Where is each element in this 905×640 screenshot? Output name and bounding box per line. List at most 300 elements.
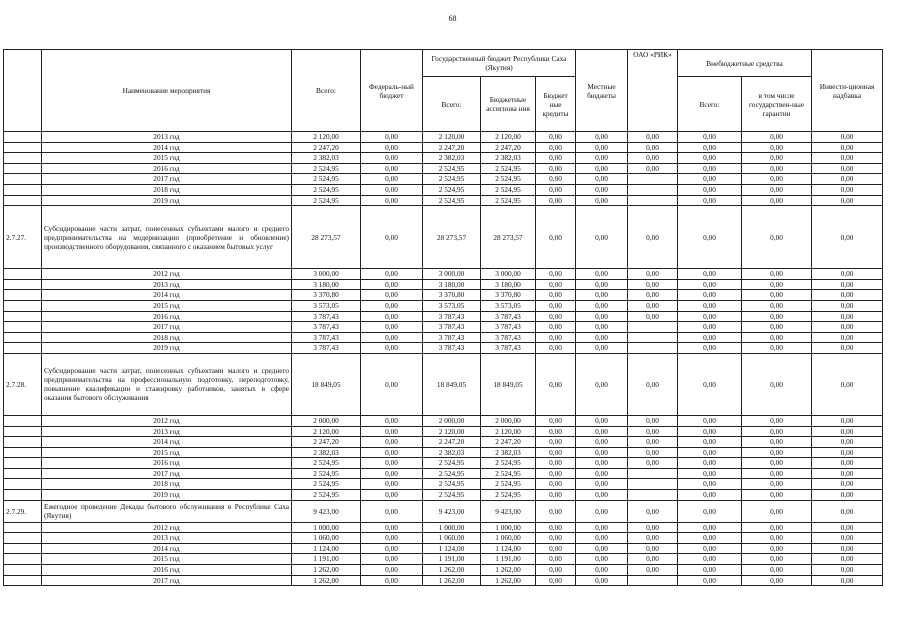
row-value: 0,00 bbox=[678, 311, 742, 322]
row-value: 0,00 bbox=[812, 415, 883, 426]
row-value: 0,00 bbox=[812, 290, 883, 301]
row-value: 2 524,95 bbox=[423, 479, 481, 490]
row-value: 0,00 bbox=[628, 279, 678, 290]
header-federal: Федераль-ный бюджет bbox=[361, 50, 423, 132]
row-value: 0,00 bbox=[361, 174, 423, 185]
row-value: 0,00 bbox=[678, 132, 742, 143]
table-row-year bbox=[4, 490, 883, 501]
row-value: 0,00 bbox=[536, 554, 576, 565]
row-value: 0,00 bbox=[361, 353, 423, 415]
row-value: 9 423,00 bbox=[481, 500, 536, 522]
row-value: 1 262,00 bbox=[292, 565, 361, 576]
row-value: 0,00 bbox=[536, 522, 576, 533]
row-value: 2 524,95 bbox=[423, 458, 481, 469]
row-code bbox=[4, 142, 42, 153]
row-value: 0,00 bbox=[536, 415, 576, 426]
row-value: 3 787,43 bbox=[481, 322, 536, 333]
row-value: 0,00 bbox=[536, 184, 576, 195]
row-value: 0,00 bbox=[576, 353, 628, 415]
row-value: 0,00 bbox=[678, 479, 742, 490]
row-value: 0,00 bbox=[536, 142, 576, 153]
row-value: 0,00 bbox=[576, 426, 628, 437]
row-value: 2 524,95 bbox=[481, 163, 536, 174]
row-value: 0,00 bbox=[361, 163, 423, 174]
row-value: 0,00 bbox=[812, 533, 883, 544]
row-value: 0,00 bbox=[536, 353, 576, 415]
row-value: 3 180,00 bbox=[481, 279, 536, 290]
row-code bbox=[4, 479, 42, 490]
row-value: 0,00 bbox=[742, 447, 812, 458]
row-value: 0,00 bbox=[536, 269, 576, 280]
row-value: 0,00 bbox=[576, 415, 628, 426]
table-row-year bbox=[4, 153, 883, 164]
row-value: 0,00 bbox=[536, 195, 576, 206]
header-rik: ОАО «РИК» bbox=[628, 50, 678, 132]
row-value: 2 524,95 bbox=[292, 458, 361, 469]
row-value: 0,00 bbox=[628, 163, 678, 174]
row-value: 0,00 bbox=[812, 353, 883, 415]
row-value: 0,00 bbox=[678, 206, 742, 269]
row-value: 2 382,03 bbox=[292, 153, 361, 164]
row-value: 0,00 bbox=[812, 468, 883, 479]
row-code bbox=[4, 533, 42, 544]
row-value: 0,00 bbox=[812, 184, 883, 195]
table-row-year bbox=[4, 343, 883, 354]
row-code bbox=[4, 543, 42, 554]
header-extra-budget: Внебюджетные средства bbox=[678, 50, 812, 77]
row-value: 0,00 bbox=[742, 322, 812, 333]
row-value: 0,00 bbox=[536, 163, 576, 174]
row-value: 0,00 bbox=[536, 458, 576, 469]
row-value bbox=[628, 195, 678, 206]
row-value bbox=[628, 468, 678, 479]
row-value: 0,00 bbox=[678, 153, 742, 164]
row-value: 0,00 bbox=[361, 322, 423, 333]
row-value: 0,00 bbox=[576, 522, 628, 533]
row-year: 2012 год bbox=[42, 415, 292, 426]
row-value: 0,00 bbox=[361, 554, 423, 565]
row-value: 0,00 bbox=[742, 269, 812, 280]
row-value: 0,00 bbox=[361, 332, 423, 343]
row-value: 0,00 bbox=[576, 153, 628, 164]
row-value: 0,00 bbox=[361, 300, 423, 311]
row-year: 2016 год bbox=[42, 311, 292, 322]
row-year: 2012 год bbox=[42, 269, 292, 280]
row-value: 0,00 bbox=[576, 447, 628, 458]
budget-table bbox=[3, 49, 883, 586]
table-row-year bbox=[4, 174, 883, 185]
row-value: 0,00 bbox=[812, 195, 883, 206]
row-value: 0,00 bbox=[536, 311, 576, 322]
row-value: 0,00 bbox=[742, 174, 812, 185]
row-value: 1 124,00 bbox=[292, 543, 361, 554]
row-value: 0,00 bbox=[361, 543, 423, 554]
table-row-year bbox=[4, 163, 883, 174]
row-value: 0,00 bbox=[628, 415, 678, 426]
row-value: 9 423,00 bbox=[423, 500, 481, 522]
row-value: 0,00 bbox=[628, 290, 678, 301]
row-value: 0,00 bbox=[678, 322, 742, 333]
row-value: 2 000,00 bbox=[292, 415, 361, 426]
row-value: 2 382,03 bbox=[292, 447, 361, 458]
row-value: 0,00 bbox=[361, 500, 423, 522]
header-state-budget: Государственный бюджет Республики Саха (Якутия) bbox=[423, 50, 576, 77]
row-value: 2 524,95 bbox=[423, 184, 481, 195]
row-value bbox=[628, 343, 678, 354]
row-value: 0,00 bbox=[812, 300, 883, 311]
row-value: 0,00 bbox=[576, 554, 628, 565]
row-year: 2018 год bbox=[42, 332, 292, 343]
row-value: 2 524,95 bbox=[481, 184, 536, 195]
row-value: 0,00 bbox=[536, 479, 576, 490]
row-value: 2 524,95 bbox=[481, 458, 536, 469]
row-value: 0,00 bbox=[576, 290, 628, 301]
row-value: 0,00 bbox=[742, 332, 812, 343]
row-value: 0,00 bbox=[536, 543, 576, 554]
header-name: Наименование мероприятия bbox=[42, 50, 292, 132]
table-row-year bbox=[4, 142, 883, 153]
row-year: 2013 год bbox=[42, 132, 292, 143]
row-year: 2017 год bbox=[42, 575, 292, 586]
row-value: 0,00 bbox=[812, 311, 883, 322]
row-value: 0,00 bbox=[742, 500, 812, 522]
row-value: 2 120,00 bbox=[292, 132, 361, 143]
table-row-year bbox=[4, 437, 883, 448]
table-row-year bbox=[4, 132, 883, 143]
row-code bbox=[4, 300, 42, 311]
row-value: 0,00 bbox=[628, 426, 678, 437]
row-value: 3 787,43 bbox=[292, 332, 361, 343]
row-value: 0,00 bbox=[536, 426, 576, 437]
row-code bbox=[4, 575, 42, 586]
row-value: 0,00 bbox=[742, 142, 812, 153]
row-value: 0,00 bbox=[742, 554, 812, 565]
row-value: 18 849,05 bbox=[481, 353, 536, 415]
row-code bbox=[4, 174, 42, 185]
row-value: 0,00 bbox=[536, 279, 576, 290]
row-value: 3 573,05 bbox=[481, 300, 536, 311]
table-body bbox=[4, 132, 883, 586]
row-value: 2 524,95 bbox=[292, 468, 361, 479]
row-value bbox=[628, 332, 678, 343]
row-value: 0,00 bbox=[361, 343, 423, 354]
row-value: 28 273,57 bbox=[481, 206, 536, 269]
row-value: 3 573,05 bbox=[423, 300, 481, 311]
row-value: 0,00 bbox=[678, 353, 742, 415]
row-year: 2013 год bbox=[42, 279, 292, 290]
row-value: 2 524,95 bbox=[292, 163, 361, 174]
row-year: 2013 год bbox=[42, 426, 292, 437]
row-value: 1 060,00 bbox=[423, 533, 481, 544]
row-value: 0,00 bbox=[812, 575, 883, 586]
row-value: 1 191,00 bbox=[423, 554, 481, 565]
row-value: 0,00 bbox=[678, 300, 742, 311]
row-value: 2 247,20 bbox=[423, 437, 481, 448]
row-value: 3 787,43 bbox=[292, 343, 361, 354]
row-value: 3 787,43 bbox=[481, 311, 536, 322]
row-value: 2 524,95 bbox=[423, 163, 481, 174]
row-year: 2016 год bbox=[42, 458, 292, 469]
row-value: 0,00 bbox=[536, 153, 576, 164]
row-year: 2019 год bbox=[42, 490, 292, 501]
row-value: 0,00 bbox=[812, 174, 883, 185]
row-code bbox=[4, 458, 42, 469]
row-value: 2 524,95 bbox=[292, 184, 361, 195]
table-row-measure bbox=[4, 500, 883, 522]
row-value: 2 524,95 bbox=[423, 174, 481, 185]
row-value: 1 000,00 bbox=[423, 522, 481, 533]
row-value: 0,00 bbox=[812, 458, 883, 469]
row-value: 0,00 bbox=[678, 533, 742, 544]
row-value: 0,00 bbox=[628, 437, 678, 448]
row-value: 0,00 bbox=[628, 554, 678, 565]
row-year: 2019 год bbox=[42, 343, 292, 354]
table-row-measure bbox=[4, 353, 883, 415]
row-value: 0,00 bbox=[628, 206, 678, 269]
row-value: 0,00 bbox=[536, 500, 576, 522]
row-value: 3 000,00 bbox=[292, 269, 361, 280]
row-value: 3 787,43 bbox=[292, 322, 361, 333]
row-value: 0,00 bbox=[678, 554, 742, 565]
row-value: 0,00 bbox=[361, 206, 423, 269]
row-value: 0,00 bbox=[576, 269, 628, 280]
row-value: 0,00 bbox=[576, 322, 628, 333]
row-value: 3 180,00 bbox=[292, 279, 361, 290]
table-row-year bbox=[4, 468, 883, 479]
row-year: 2015 год bbox=[42, 447, 292, 458]
row-value: 1 191,00 bbox=[481, 554, 536, 565]
row-value: 3 787,43 bbox=[423, 311, 481, 322]
row-value: 2 524,95 bbox=[481, 195, 536, 206]
row-value: 1 262,00 bbox=[481, 575, 536, 586]
row-value: 0,00 bbox=[678, 565, 742, 576]
row-year: 2019 год bbox=[42, 195, 292, 206]
row-value: 0,00 bbox=[361, 195, 423, 206]
row-value: 0,00 bbox=[678, 522, 742, 533]
row-value: 0,00 bbox=[628, 132, 678, 143]
row-value bbox=[628, 575, 678, 586]
row-value: 1 262,00 bbox=[423, 575, 481, 586]
row-value: 2 247,20 bbox=[292, 437, 361, 448]
row-value: 3 787,43 bbox=[481, 343, 536, 354]
row-value: 0,00 bbox=[576, 206, 628, 269]
row-value: 0,00 bbox=[576, 142, 628, 153]
row-value: 0,00 bbox=[628, 153, 678, 164]
row-year: 2012 год bbox=[42, 522, 292, 533]
header-code-cell bbox=[4, 50, 42, 132]
row-year: 2017 год bbox=[42, 322, 292, 333]
row-value: 0,00 bbox=[628, 447, 678, 458]
row-value: 0,00 bbox=[812, 500, 883, 522]
page-number: 68 bbox=[448, 14, 457, 23]
row-value: 0,00 bbox=[742, 184, 812, 195]
row-year: 2014 год bbox=[42, 437, 292, 448]
row-code bbox=[4, 290, 42, 301]
row-value: 0,00 bbox=[812, 437, 883, 448]
row-value: 2 524,95 bbox=[292, 490, 361, 501]
row-year: 2014 год bbox=[42, 142, 292, 153]
row-year: 2017 год bbox=[42, 468, 292, 479]
row-value: 0,00 bbox=[536, 565, 576, 576]
row-value: 1 060,00 bbox=[292, 533, 361, 544]
row-value: 1 000,00 bbox=[481, 522, 536, 533]
row-year: 2015 год bbox=[42, 300, 292, 311]
row-value: 0,00 bbox=[628, 269, 678, 280]
row-value: 2 000,00 bbox=[423, 415, 481, 426]
row-code bbox=[4, 132, 42, 143]
row-code bbox=[4, 554, 42, 565]
row-value: 0,00 bbox=[576, 533, 628, 544]
row-value: 0,00 bbox=[678, 447, 742, 458]
row-value: 0,00 bbox=[678, 575, 742, 586]
table-row-year bbox=[4, 522, 883, 533]
row-value: 3 000,00 bbox=[481, 269, 536, 280]
row-value: 0,00 bbox=[678, 458, 742, 469]
row-value: 0,00 bbox=[812, 522, 883, 533]
row-value: 2 120,00 bbox=[423, 426, 481, 437]
row-value: 1 262,00 bbox=[292, 575, 361, 586]
row-code bbox=[4, 163, 42, 174]
header-state-credits: Бюджет ные кредиты bbox=[536, 77, 576, 132]
row-value: 0,00 bbox=[361, 279, 423, 290]
row-value: 0,00 bbox=[812, 565, 883, 576]
row-value: 0,00 bbox=[628, 311, 678, 322]
row-value: 0,00 bbox=[628, 353, 678, 415]
row-value: 0,00 bbox=[536, 290, 576, 301]
header-state-total: Всего: bbox=[423, 77, 481, 132]
row-value: 3 370,80 bbox=[481, 290, 536, 301]
row-value: 0,00 bbox=[742, 468, 812, 479]
row-value: 0,00 bbox=[628, 142, 678, 153]
row-value: 0,00 bbox=[812, 426, 883, 437]
row-value: 0,00 bbox=[576, 500, 628, 522]
row-value: 0,00 bbox=[678, 184, 742, 195]
row-value: 0,00 bbox=[361, 458, 423, 469]
row-value bbox=[628, 174, 678, 185]
row-code bbox=[4, 322, 42, 333]
row-value: 0,00 bbox=[576, 279, 628, 290]
row-value: 0,00 bbox=[536, 206, 576, 269]
row-value: 0,00 bbox=[742, 279, 812, 290]
row-value: 0,00 bbox=[812, 447, 883, 458]
row-value: 0,00 bbox=[536, 468, 576, 479]
row-value: 2 000,00 bbox=[481, 415, 536, 426]
row-value: 0,00 bbox=[812, 153, 883, 164]
row-value: 0,00 bbox=[812, 206, 883, 269]
table-row-year bbox=[4, 543, 883, 554]
row-value: 3 000,00 bbox=[423, 269, 481, 280]
row-value: 3 370,80 bbox=[292, 290, 361, 301]
table-row-year bbox=[4, 279, 883, 290]
row-value: 0,00 bbox=[361, 447, 423, 458]
row-value: 0,00 bbox=[536, 322, 576, 333]
row-value: 0,00 bbox=[678, 415, 742, 426]
row-year: 2013 год bbox=[42, 533, 292, 544]
row-value: 0,00 bbox=[678, 468, 742, 479]
row-value: 0,00 bbox=[678, 269, 742, 280]
table-row-year bbox=[4, 447, 883, 458]
row-value: 0,00 bbox=[361, 468, 423, 479]
row-value: 2 382,03 bbox=[423, 447, 481, 458]
row-code bbox=[4, 522, 42, 533]
row-year: 2018 год bbox=[42, 479, 292, 490]
table-row-year bbox=[4, 426, 883, 437]
row-value: 0,00 bbox=[812, 142, 883, 153]
row-value: 0,00 bbox=[812, 343, 883, 354]
row-value: 2 524,95 bbox=[481, 479, 536, 490]
row-value: 0,00 bbox=[628, 500, 678, 522]
row-year: 2016 год bbox=[42, 565, 292, 576]
row-value bbox=[628, 490, 678, 501]
row-value: 0,00 bbox=[576, 311, 628, 322]
row-value: 0,00 bbox=[576, 490, 628, 501]
row-value: 0,00 bbox=[361, 490, 423, 501]
row-value: 0,00 bbox=[576, 184, 628, 195]
row-value: 3 787,43 bbox=[292, 311, 361, 322]
row-value: 0,00 bbox=[576, 332, 628, 343]
row-code bbox=[4, 153, 42, 164]
row-value: 0,00 bbox=[812, 163, 883, 174]
row-value: 0,00 bbox=[361, 290, 423, 301]
row-value: 0,00 bbox=[742, 437, 812, 448]
row-value: 0,00 bbox=[361, 269, 423, 280]
row-value: 0,00 bbox=[536, 343, 576, 354]
table-row-year bbox=[4, 565, 883, 576]
row-code bbox=[4, 426, 42, 437]
header-extra-guarantees: в том числе государствен-ные гарантии bbox=[742, 77, 812, 132]
row-value: 0,00 bbox=[576, 575, 628, 586]
row-value: 3 180,00 bbox=[423, 279, 481, 290]
row-value: 0,00 bbox=[576, 300, 628, 311]
row-value: 0,00 bbox=[812, 332, 883, 343]
table-row-year bbox=[4, 575, 883, 586]
row-value: 0,00 bbox=[742, 206, 812, 269]
row-value: 28 273,57 bbox=[292, 206, 361, 269]
row-value: 0,00 bbox=[812, 132, 883, 143]
row-value: 0,00 bbox=[361, 565, 423, 576]
row-value: 2 524,95 bbox=[423, 195, 481, 206]
row-value: 2 524,95 bbox=[292, 479, 361, 490]
row-value: 0,00 bbox=[536, 132, 576, 143]
row-code bbox=[4, 415, 42, 426]
row-value: 0,00 bbox=[742, 458, 812, 469]
row-value: 2 524,95 bbox=[292, 195, 361, 206]
row-code bbox=[4, 343, 42, 354]
row-year: 2014 год bbox=[42, 543, 292, 554]
row-value: 0,00 bbox=[678, 500, 742, 522]
row-value: 2 247,20 bbox=[481, 142, 536, 153]
row-value: 3 370,80 bbox=[423, 290, 481, 301]
row-value bbox=[628, 184, 678, 195]
row-value: 0,00 bbox=[812, 269, 883, 280]
row-value: 0,00 bbox=[678, 174, 742, 185]
row-year: 2015 год bbox=[42, 153, 292, 164]
header-total: Всего: bbox=[292, 50, 361, 132]
table-row-year bbox=[4, 415, 883, 426]
row-code bbox=[4, 447, 42, 458]
row-value: 0,00 bbox=[742, 575, 812, 586]
row-value bbox=[628, 322, 678, 333]
table-header bbox=[4, 50, 883, 132]
row-value: 0,00 bbox=[742, 132, 812, 143]
row-value: 0,00 bbox=[742, 533, 812, 544]
row-value: 0,00 bbox=[361, 415, 423, 426]
row-value: 0,00 bbox=[678, 279, 742, 290]
row-value: 0,00 bbox=[536, 575, 576, 586]
row-code bbox=[4, 468, 42, 479]
row-value: 0,00 bbox=[812, 543, 883, 554]
row-value: 0,00 bbox=[742, 343, 812, 354]
